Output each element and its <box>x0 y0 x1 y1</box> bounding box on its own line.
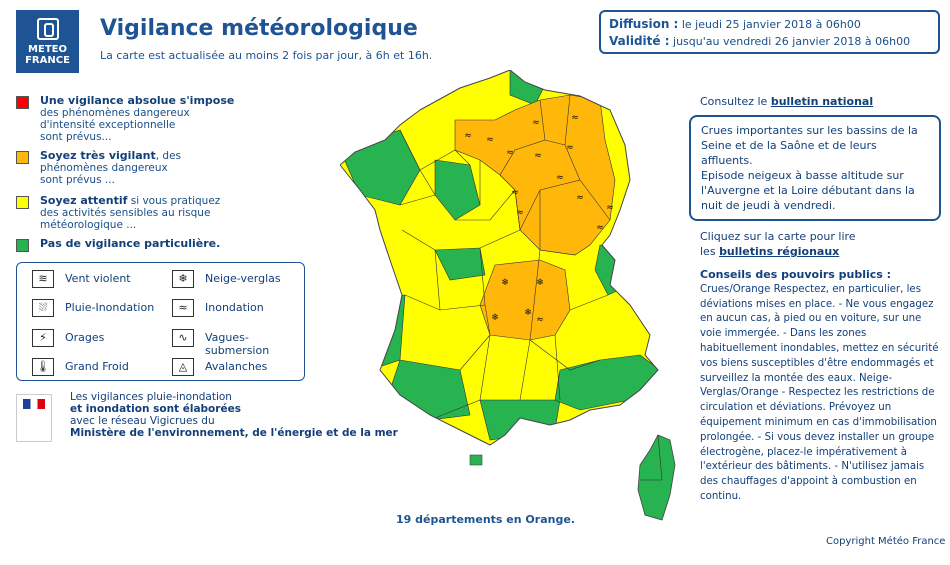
ministry-logo[interactable] <box>16 394 52 442</box>
legend-yellow-title: Soyez attentif <box>40 194 128 207</box>
storm-icon: ⚡ <box>32 329 54 347</box>
copyright: Copyright Météo France <box>826 536 946 547</box>
svg-text:≈: ≈ <box>516 208 524 218</box>
situation-text: Crues importantes sur les bassins de la Seine et de la Saône et de leurs affluents. <box>701 124 918 167</box>
svg-text:≈: ≈ <box>606 203 614 213</box>
red-swatch <box>16 96 29 109</box>
svg-text:≈: ≈ <box>566 143 574 153</box>
logo-text-2: FRANCE <box>25 55 70 66</box>
svg-text:≈: ≈ <box>571 113 579 123</box>
legend-label: Orages <box>65 331 105 344</box>
diffusion-value: le jeudi 25 janvier 2018 à 06h00 <box>681 18 861 31</box>
svg-text:❄: ❄ <box>524 308 532 318</box>
legend-orange-inline: , des <box>155 150 182 162</box>
regional-bulletins-link[interactable]: bulletins régionaux <box>719 245 840 258</box>
flood-icon: ≈ <box>172 299 194 317</box>
legend-label: Grand Froid <box>65 360 129 373</box>
legend-yellow <box>16 195 220 231</box>
diffusion-label: Diffusion : <box>609 17 679 31</box>
national-bulletin-link[interactable]: bulletin national <box>770 95 874 108</box>
rain-flood-icon: ⛆ <box>32 299 54 317</box>
orange-count: 19 départements en Orange. <box>396 513 575 526</box>
svg-text:≈: ≈ <box>511 188 519 198</box>
green-swatch <box>16 239 29 252</box>
logo-mark-icon <box>37 18 59 40</box>
marianne-flag-icon <box>23 399 45 409</box>
validity-box <box>599 10 940 54</box>
waves-icon: ∿ <box>172 329 194 347</box>
page-title: Vigilance météorologique <box>100 16 418 41</box>
svg-text:❄: ❄ <box>536 278 544 288</box>
public-advice <box>700 268 945 505</box>
legend-yellow-text: météorologique ... <box>40 219 137 231</box>
ministry-line: avec le réseau Vigicrues du <box>70 415 215 427</box>
legend-red-text: sont prévus... <box>40 131 112 143</box>
legend-label: Inondation <box>205 301 264 314</box>
avalanche-icon: ◬ <box>172 358 194 376</box>
consult-prefix: Consultez le <box>700 95 768 108</box>
phenomena-legend <box>16 262 305 381</box>
yellow-swatch <box>16 196 29 209</box>
legend-yellow-inline: si vous pratiquez <box>127 195 221 207</box>
situation-text: Episode neigeux à basse altitude sur l'Auvergne et la Loire débutant dans la nuit de jeudi à vendredi. <box>701 169 915 212</box>
svg-text:≈: ≈ <box>464 131 472 141</box>
legend-label: Vagues-submersion <box>205 331 270 357</box>
legend-orange-text: phénomènes dangereux <box>40 162 168 174</box>
svg-text:≈: ≈ <box>576 193 584 203</box>
legend-red-text: des phénomènes dangereux <box>40 107 190 119</box>
vigilance-map[interactable] <box>340 70 690 525</box>
page-subtitle: La carte est actualisée au moins 2 fois par jour, à 6h et 16h. <box>100 49 433 62</box>
regional-bulletins <box>700 229 856 259</box>
svg-text:❄: ❄ <box>501 278 509 288</box>
svg-text:❄: ❄ <box>491 313 499 323</box>
ministry-line: Les vigilances pluie-inondation <box>70 391 232 403</box>
ministry-line: et inondation sont élaborées <box>70 403 241 415</box>
cold-icon: 🌡 <box>32 358 54 376</box>
svg-text:≈: ≈ <box>596 223 604 233</box>
legend-label: Vent violent <box>65 272 131 285</box>
validite-value: jusqu'au vendredi 26 janvier 2018 à 06h00 <box>673 35 911 48</box>
advice-text: Crues/Orange Respectez, en particulier, les déviations mises en place. - Ne vous engagez en aucun cas, à pied ou en voiture, sur une voie immergée. - Dans les zones habituellement inondables, mettez en sécurité vos biens susceptibles d'être endommagés et surveillez la montée des eaux. Neige-Verglas/Orange - Respectez les restrictions de circulation et déviations. Prévoyez un équipement minimum en cas d'immobilisation prolongée. - Si vous devez installer un groupe électrogène, placez-le impérativement à l'extérieur des bâtiments. - N'utilisez jamais des chauffages d'appoint à combustion en continu. <box>700 283 939 502</box>
svg-text:≈: ≈ <box>556 173 564 183</box>
national-bulletin-line <box>700 95 873 108</box>
logo-text-1: METEO <box>28 44 67 55</box>
svg-text:≈: ≈ <box>486 135 494 145</box>
legend-green <box>16 238 220 250</box>
legend-label: Pluie-Inondation <box>65 301 155 314</box>
svg-text:≈: ≈ <box>532 118 540 128</box>
legend-red-title: Une vigilance absolue s'impose <box>40 94 235 107</box>
svg-text:≈: ≈ <box>536 315 544 325</box>
legend-yellow-text: des activités sensibles au risque <box>40 207 211 219</box>
legend-green-title: Pas de vigilance particulière. <box>40 237 221 250</box>
svg-text:≈: ≈ <box>506 148 514 158</box>
regional-prefix: Cliquez sur la carte pour lire <box>700 230 856 243</box>
legend-orange-title: Soyez très vigilant <box>40 149 156 162</box>
legend-orange-text: sont prévus ... <box>40 174 115 186</box>
svg-text:≈: ≈ <box>534 151 542 161</box>
validite-label: Validité : <box>609 34 670 48</box>
legend-label: Avalanches <box>205 360 268 373</box>
legend-orange <box>16 150 181 186</box>
snow-ice-icon: ❄ <box>172 270 194 288</box>
wind-icon: ≋ <box>32 270 54 288</box>
legend-red <box>16 95 234 143</box>
legend-label: Neige-verglas <box>205 272 281 285</box>
situation-box <box>689 115 941 221</box>
regional-les: les <box>700 245 716 258</box>
legend-red-text: d'intensité exceptionnelle <box>40 119 176 131</box>
advice-title: Conseils des pouvoirs publics : <box>700 268 892 281</box>
ministry-line: Ministère de l'environnement, de l'énergie et de la mer <box>70 427 398 439</box>
meteo-france-logo[interactable] <box>16 10 79 73</box>
orange-swatch <box>16 151 29 164</box>
